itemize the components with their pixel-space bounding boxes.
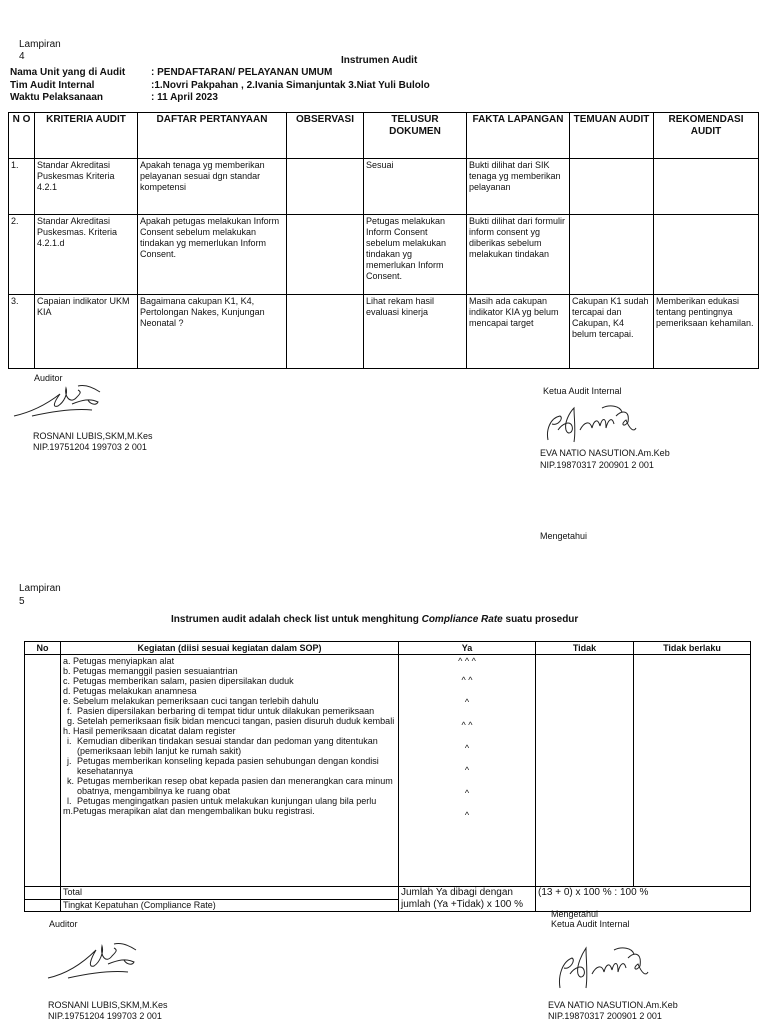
time-value: : 11 April 2023 [151,92,218,103]
list-item: g. Setelah pemeriksaan fisik bidan mencuci tangan, pasien disuruh duduk kembali [67,716,395,726]
cell-no: 3. [9,295,35,369]
header-kegiatan: Kegiatan (diisi sesuai kegiatan dalam SOP) [61,642,399,655]
compliance-table [24,641,751,912]
cell-empty [25,887,61,900]
ketua-label: Ketua Audit Internal [543,386,622,396]
ya-mark: ^ ^ [461,720,473,730]
table-row [9,215,759,295]
unit-value: : PENDAFTARAN/ PELAYANAN UMUM [151,67,333,78]
list-item: a. Petugas menyiapkan alat [63,656,175,666]
cell-telusur: Sesuai [364,159,467,215]
header-kriteria: KRITERIA AUDIT [35,113,138,159]
cell-pertanyaan: Apakah petugas melakukan Inform Consent sebelum melakukan tindakan yg memerlukan Inform Consent. [138,215,287,295]
cell-fakta: Bukti dilihat dari SIK tenaga yg memberikan pelayanan [467,159,570,215]
header-pertanyaan: DAFTAR PERTANYAAN [138,113,287,159]
auditor-signature-image [12,382,107,422]
cell-telusur: Lihat rekam hasil evaluasi kinerja [364,295,467,369]
tidak-berlaku-column [634,655,751,887]
kegiatan-list [61,655,399,887]
cell-kriteria: Standar Akreditasi Puskesmas Kriteria 4.2.1 [35,159,138,215]
header-rekomendasi: REKOMENDASI AUDIT [654,113,759,159]
ketua-name: EVA NATIO NASUTION.Am.Keb [540,448,670,458]
ya-mark: ^ ^ [461,675,473,685]
header-no: N O [9,113,35,159]
header-no: No [25,642,61,655]
cell-observasi [287,159,364,215]
ketua-nip-2: NIP.19870317 200901 2 001 [548,1011,662,1021]
ketua-name-2: EVA NATIO NASUTION.Am.Keb [548,1000,678,1010]
auditor-nip-2: NIP.19751204 199703 2 001 [48,1011,162,1021]
cell-rekomendasi: Memberikan edukasi tentang pentingnya pemeriksaan kehamilan. [654,295,759,369]
lampiran-5-label: Lampiran 5 [19,583,61,607]
cell-observasi [287,295,364,369]
total-label: Total [61,887,399,900]
cell-telusur: Petugas melakukan Inform Consent sebelum melakukan tindakan yg memerlukan Inform Consent. [364,215,467,295]
cell-pertanyaan: Apakah tenaga yg memberikan pelayanan sesuai dgn standar kompetensi [138,159,287,215]
ya-mark: ^ [464,697,470,707]
auditor-signature-image-2 [44,938,144,986]
cell-temuan: Cakupan K1 sudah tercapai dan Cakupan, K4 belum tercapai. [570,295,654,369]
ya-column [399,655,536,887]
cell-observasi [287,215,364,295]
result-text: (13 + 0) x 100 % : 100 % [536,887,751,912]
list-item: e. Sebelum melakukan pemeriksaan cuci tangan terlebih dahulu [63,696,319,706]
list-item: d. Petugas melakukan anamnesa [63,686,197,696]
audit-meta [10,67,430,105]
header-observasi: OBSERVASI [287,113,364,159]
cell-no: 2. [9,215,35,295]
compliance-label: Tingkat Kepatuhan (Compliance Rate) [61,899,399,912]
auditor-nip: NIP.19751204 199703 2 001 [33,442,147,452]
cell-pertanyaan: Bagaimana cakupan K1, K4, Pertolongan Nakes, Kunjungan Neonatal ? [138,295,287,369]
auditor-name: ROSNANI LUBIS,SKM,M.Kes [33,431,153,441]
list-item: h. Hasil pemeriksaan dicatat dalam register [63,726,236,736]
mengetahui-label-2: Mengetahui [551,909,599,919]
table-row [9,159,759,215]
list-item: f. Pasien dipersilakan berbaring di tempat tidur untuk dilakukan pemeriksaan [67,706,375,716]
ya-mark: ^ ^ ^ [458,656,476,666]
header-temuan: TEMUAN AUDIT [570,113,654,159]
cell-temuan [570,215,654,295]
ya-mark: ^ [464,765,470,775]
cell-kriteria: Standar Akreditasi Puskesmas. Kriteria 4.2.1.d [35,215,138,295]
cell-no: 1. [9,159,35,215]
cell-fakta: Bukti dilihat dari formulir inform consent yg diberikas sebelum melakukan tindakan [467,215,570,295]
auditor-label: Auditor [34,373,63,383]
list-item: c. Petugas memberikan salam, pasien dipersilakan duduk [63,676,294,686]
header-fakta: FAKTA LAPANGAN [467,113,570,159]
table-row [9,295,759,369]
ya-mark: ^ [464,788,470,798]
team-value: :1.Novri Pakpahan , 2.Ivania Simanjuntak 3.Niat Yuli Bulolo [151,79,430,91]
cell-temuan [570,159,654,215]
tidak-column [536,655,634,887]
list-item: i. Kemudian diberikan tindakan sesuai standar dan pedoman yang ditentukan (pemeriksaan lebih lanjut ke rumah sakit) [67,736,378,756]
ya-mark: ^ [464,810,470,820]
list-item: m.Petugas merapikan alat dan mengembalikan buku registrasi. [63,806,315,816]
list-item: k. Petugas memberikan resep obat kepada pasien dan menerangkan cara minum obatnya, mengambilnya ke ruang obat [67,776,393,796]
instrumen-audit-title: Instrumen Audit [341,55,418,66]
team-label: Tim Audit Internal [10,79,95,91]
list-item: l. Petugas mengingatkan pasien untuk melakukan kunjungan ulang bila perlu [67,796,377,806]
auditor-name-2: ROSNANI LUBIS,SKM,M.Kes [48,1000,168,1010]
time-label: Waktu Pelaksanaan [10,92,104,103]
list-item: j. Petugas memberikan konseling kepada pasien sehubungan dengan kondisi kesehatannya [67,756,379,776]
ketua-signature-image [540,400,640,446]
cell-empty [25,899,61,912]
header-tidak-berlaku: Tidak berlaku [634,642,751,655]
cell-rekomendasi [654,159,759,215]
ketua-nip: NIP.19870317 200901 2 001 [540,460,654,470]
cell-no [25,655,61,887]
header-telusur: TELUSUR DOKUMEN [364,113,467,159]
unit-label: Nama Unit yang di Audit [10,67,126,78]
lampiran-4-label: Lampiran 4 [19,39,61,62]
list-item: b. Petugas memanggil pasien sesuaiantrian [63,666,238,676]
formula-text: Jumlah Ya dibagi dengan jumlah (Ya +Tidak) x 100 % [399,887,536,912]
audit-instrument-table [8,112,759,369]
header-ya: Ya [399,642,536,655]
header-tidak: Tidak [536,642,634,655]
auditor-label-2: Auditor [49,919,78,929]
ya-mark: ^ [464,743,470,753]
mengetahui-label: Mengetahui [540,531,588,541]
cell-fakta: Masih ada cakupan indikator KIA yg belum mencapai target [467,295,570,369]
cell-rekomendasi [654,215,759,295]
ketua-signature-image-2 [552,938,652,994]
compliance-title: Instrumen audit adalah check list untuk menghitung Compliance Rate suatu prosedur [171,614,579,625]
cell-kriteria: Capaian indikator UKM KIA [35,295,138,369]
ketua-label-2: Ketua Audit Internal [551,919,630,929]
